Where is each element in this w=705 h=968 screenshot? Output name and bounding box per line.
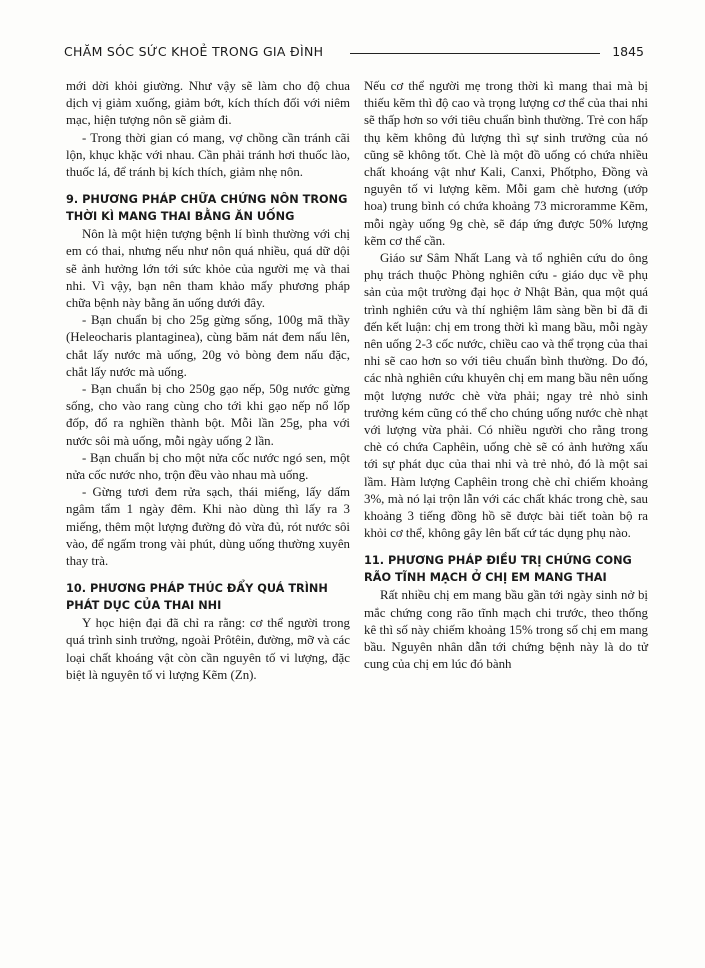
page-header	[64, 44, 644, 64]
section-10-paragraph: Giáo sư Sâm Nhất Lang và tổ nghiên cứu do ông phụ trách thuộc Phòng nghiên cứu - giáo dục về phụ sản của một trường đại học ở Nhật Bản, qua một quá trình nghiên cứu và thí nghiệm lâm sàng bền bỉ đã đi đến kết luận: chị em trong thời kì mang bầu, mỗi ngày nên uống 2-3 cốc nước, chiều cao và thể trọng của thai nhi sẽ cao hơn so với tiêu chuẩn bình thường. Do đó, các nhà nghiên cứu khuyên chị em mang bầu nên uống một lượng nước chè vừa phải; ngay trẻ nhỏ sinh trưởng kém cũng có thể cho chúng uống nước chè nhạt với lượng vừa phải. Có nhiều người cho rằng trong chè có chứa Caphêin, uống chè sẽ có ảnh hưởng xấu tới sự phát dục của thai nhi và trẻ nhỏ, đó là một sai lầm. Hàm lượng Caphêin trong chè chỉ chiếm khoảng 3%, mà nó lại trộn lẫn với các chất khác trong chè, sau khoảng 3 tiếng đồng hồ sẽ được bài tiết toàn bộ ra khỏi cơ thể, không gây lên bất cứ tác dụng phụ nào.	[364, 251, 648, 541]
section-9-bullet: - Bạn chuẩn bị cho 250g gạo nếp, 50g nước gừng sống, cho vào rang cùng cho tới khi gạo nếp nổ lốp đốp, đổ ra nghiền thành bột. Mỗi lần 25g, pha với nước sôi mà uống, mỗi ngày uống 2 lần.	[66, 382, 350, 448]
section-11-heading: 11. PHƯƠNG PHÁP ĐIỀU TRỊ CHỨNG CONG RÃO TĨNH MẠCH Ở CHỊ EM MANG THAI	[364, 554, 632, 584]
section-9-paragraph: Nôn là một hiện tượng bệnh lí bình thường với chị em có thai, nhưng nếu như nôn quá nhiều, quá dữ dội sẽ ảnh hưởng lớn tới sức khỏe của người mẹ và thai nhi. Vì vậy, bạn nên tham khảo mấy phương pháp chữa bệnh này bằng ăn uống dưới đây.	[66, 227, 350, 311]
intro-continuation: mới dời khỏi giường. Như vậy sẽ làm cho độ chua dịch vị giảm xuống, giảm bớt, kích thích đối với niêm mạc, hiện tượng nôn sẽ giảm đi.	[66, 79, 350, 128]
section-9-bullet: - Bạn chuẩn bị cho một nửa cốc nước ngó sen, một nửa cốc nước nho, trộn đều vào nhau mà uống.	[66, 450, 350, 483]
section-9-bullet: - Bạn chuẩn bị cho 25g gừng sống, 100g mã thầy (Heleocharis plantaginea), cùng băm nát đem nấu lên, chắt lấy nước mà uống, 20g vỏ bòng đem nấu đặc, chắt lấy nước mà uống.	[66, 313, 350, 379]
section-9-bullet: - Gừng tươi đem rửa sạch, thái miếng, lấy dấm ngâm tẩm 1 ngày đêm. Khi nào dùng thì lấy ra 3 miếng, thêm một lượng đường đỏ vừa đủ, rót nước sôi vào, để ngấm trong vài phút, dùng uống thường xuyên thay trà.	[66, 485, 350, 569]
section-10-heading: 10. PHƯƠNG PHÁP THÚC ĐẨY QUÁ TRÌNH PHÁT DỤC CỦA THAI NHI	[66, 582, 328, 612]
section-10-continuation: Nếu cơ thể người mẹ trong thời kì mang thai mà bị thiếu kẽm thì độ cao và trọng lượng cơ thể của thai nhi sẽ thấp hơn so với tiêu chuẩn bình thường. Trẻ con hấp thụ kẽm không đủ lượng thì sự sinh trưởng của nó cũng sẽ không tốt. Chè là một đồ uống có chứa nhiều chất khoáng vật như Kali, Canxi, Phốtpho, Đồng và nguyên tố vi lượng kẽm. Mỗi gam chè hương (ướp hoa) trung bình có chứa khoảng 73 microramme Kẽm, mỗi ngày uống 9g chè, sẽ đáp ứng được 50% lượng kẽm cơ thể cần.	[364, 79, 648, 248]
running-head: CHĂM SÓC SỨC KHOẺ TRONG GIA ĐÌNH	[64, 44, 324, 59]
section-11-paragraph: Rất nhiều chị em mang bầu gần tới ngày sinh nở bị mắc chứng cong rão tĩnh mạch chi trước, theo thống kê thì số này chiếm khoảng 15% trong số chị em mang bầu. Nguyên nhân dẫn tới chứng bệnh này là do tử cung của chị em lúc đó bành	[364, 588, 648, 672]
section-10-paragraph: Y học hiện đại đã chỉ ra rằng: cơ thể người trong quá trình sinh trưởng, ngoài Prôtêin, đường, mỡ và các loại chất khoáng vật còn cần nguyên tố vi lượng, đặc biệt là nguyên tố vi lượng Kẽm (Zn).	[66, 616, 350, 682]
right-column	[364, 78, 648, 674]
intro-bullet: - Trong thời gian có mang, vợ chồng cần tránh cãi lộn, khục khặc với nhau. Cần phải tránh hơi thuốc lào, thuốc lá, để tránh bị kích thích, giảm nhẹ nôn.	[66, 130, 350, 180]
left-column	[66, 78, 350, 684]
header-rule	[350, 53, 600, 54]
section-9-heading: 9. PHƯƠNG PHÁP CHỮA CHỨNG NÔN TRONG THỜI KÌ MANG THAI BẰNG ĂN UỐNG	[66, 193, 348, 223]
page-number: 1845	[612, 44, 644, 59]
